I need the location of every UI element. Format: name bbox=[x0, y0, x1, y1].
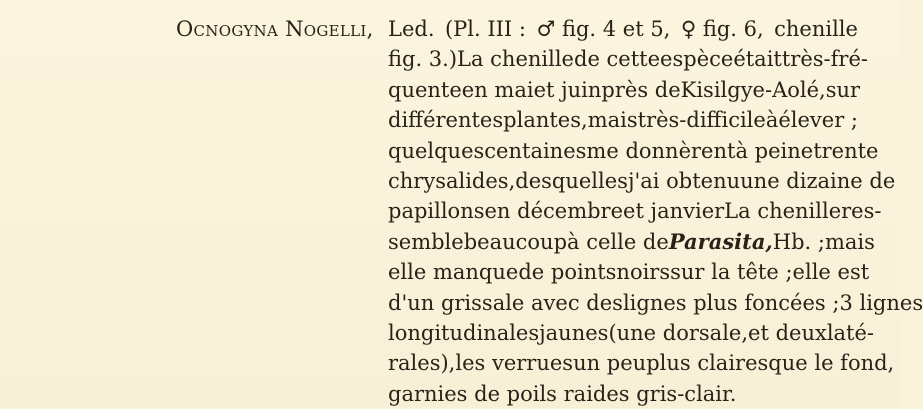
text-word: en mai bbox=[461, 77, 534, 102]
text-word: garnies de poils raides gris-clair. bbox=[388, 381, 737, 406]
text-word: était bbox=[733, 47, 782, 72]
text-word: (Pl. III : bbox=[444, 17, 526, 41]
text-word: en décembre bbox=[484, 199, 624, 224]
text-word: élever ; bbox=[778, 108, 859, 133]
text-word: chrysalides, bbox=[388, 168, 516, 193]
text-word: de points bbox=[518, 260, 617, 285]
text-word: Led. bbox=[388, 17, 435, 41]
text-word: à peine bbox=[735, 138, 814, 163]
text-word: beaucoup bbox=[463, 229, 568, 254]
text-word: 3 lignes bbox=[839, 290, 923, 315]
text-word: La chenille bbox=[457, 47, 574, 72]
text-word: trente bbox=[813, 138, 879, 163]
text-word: à bbox=[765, 108, 779, 133]
text-word: près de bbox=[601, 77, 681, 102]
text-word: fig. 3.) bbox=[388, 47, 458, 72]
text-word: lignes plus foncées ; bbox=[622, 290, 840, 315]
text-word: mais bbox=[824, 229, 875, 254]
text-line bbox=[388, 105, 858, 135]
text-line bbox=[388, 14, 858, 44]
text-word: sale avec des bbox=[481, 290, 623, 315]
text-word: et janvier bbox=[623, 199, 725, 224]
text-word: laté- bbox=[826, 320, 875, 345]
text-word: elle est bbox=[792, 260, 870, 285]
text-word: sur la tête ; bbox=[670, 260, 793, 285]
text-word: sur bbox=[825, 77, 861, 102]
text-line bbox=[388, 44, 868, 74]
text-word: très-fré- bbox=[781, 47, 868, 72]
text-word: plantes, bbox=[503, 108, 588, 133]
text-line bbox=[388, 196, 882, 226]
text-word: jaunes bbox=[539, 320, 609, 345]
text-word: mais bbox=[587, 108, 638, 133]
text-word: res- bbox=[841, 199, 882, 224]
text-word: très-difficile bbox=[637, 108, 766, 133]
text-word: semble bbox=[388, 229, 464, 254]
text-word: ♂ fig. 4 et 5, bbox=[536, 17, 671, 41]
text-word: me donnèrent bbox=[586, 138, 736, 163]
text-word: ♀ fig. 6, bbox=[680, 17, 764, 41]
text-word: un peu bbox=[573, 351, 647, 376]
text-word: à celle de bbox=[567, 229, 669, 254]
text-word: La chenille bbox=[724, 199, 842, 224]
text-word: une dizaine de bbox=[740, 168, 896, 193]
text-line bbox=[388, 75, 861, 105]
text-word: desquelles bbox=[515, 168, 628, 193]
text-word: d'un gris bbox=[388, 290, 482, 315]
text-line bbox=[388, 227, 875, 257]
text-word: j'ai obtenu bbox=[627, 168, 741, 193]
text-word: plus claires bbox=[646, 351, 769, 376]
text-word: les verrues bbox=[455, 351, 574, 376]
text-word: papillons bbox=[388, 199, 485, 224]
text-word: de cette bbox=[574, 47, 661, 72]
text-word: quente bbox=[388, 77, 462, 102]
text-line bbox=[388, 318, 875, 348]
text-line bbox=[388, 257, 870, 287]
text-line bbox=[388, 379, 858, 409]
text-word: différentes bbox=[388, 108, 504, 133]
text-word: elle manque bbox=[388, 260, 519, 285]
text-word: Hb. ; bbox=[772, 229, 825, 254]
text-word: quelques bbox=[388, 138, 485, 163]
species-description bbox=[388, 14, 923, 409]
text-line bbox=[388, 288, 923, 318]
text-word: que le fond, bbox=[768, 351, 895, 376]
text-word: Parasita, bbox=[668, 228, 773, 254]
text-word: et juin bbox=[533, 77, 602, 102]
text-word: chenille bbox=[774, 17, 858, 41]
text-word: noirs bbox=[616, 260, 671, 285]
text-word: centaines bbox=[484, 138, 587, 163]
text-word: rales), bbox=[388, 351, 456, 376]
text-line bbox=[388, 136, 879, 166]
text-word: Kisilgye-Aolé, bbox=[680, 77, 826, 102]
text-word: et deux bbox=[748, 320, 827, 345]
text-line bbox=[388, 166, 896, 196]
text-line bbox=[388, 348, 895, 378]
text-word: espèce bbox=[660, 47, 734, 72]
text-word: (une dorsale, bbox=[608, 320, 749, 345]
species-name: Ocnogyna Nogelli, bbox=[176, 17, 374, 41]
text-word: longitudinales bbox=[388, 320, 540, 345]
